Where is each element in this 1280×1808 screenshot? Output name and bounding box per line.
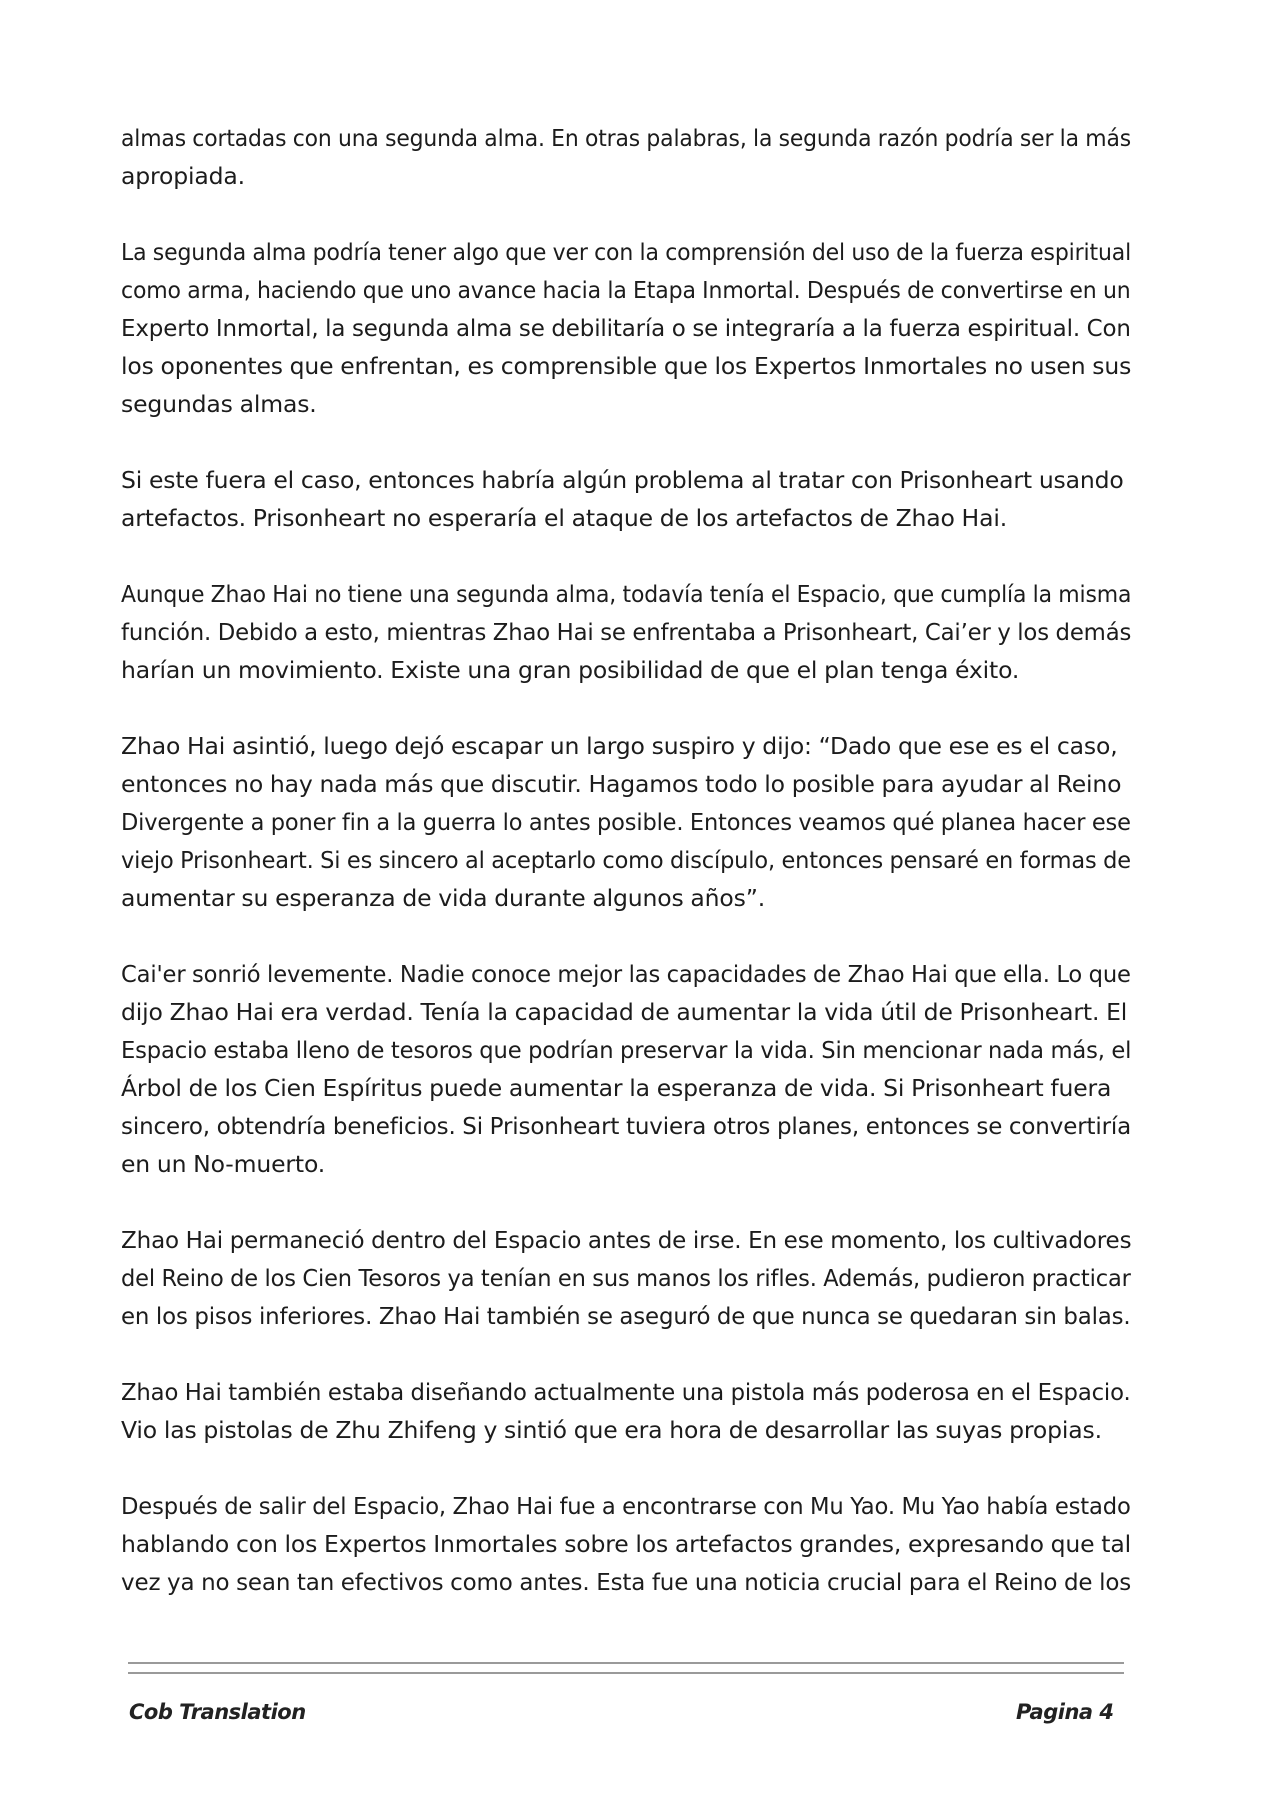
paragraph-line: aumentar su esperanza de vida durante algunos años”. bbox=[121, 884, 766, 912]
paragraph bbox=[121, 119, 1131, 195]
paragraph-line: viejo Prisonheart. Si es sincero al aceptarlo como discípulo, entonces pensaré en formas de bbox=[121, 846, 1131, 874]
paragraph-line: segundas almas. bbox=[121, 390, 317, 418]
paragraph bbox=[121, 955, 1131, 1183]
footer-page-number: Pagina 4 bbox=[1016, 1700, 1114, 1724]
paragraph-line: Zhao Hai permaneció dentro del Espacio antes de irse. En ese momento, los cultivadores bbox=[121, 1226, 1132, 1254]
paragraph-line: La segunda alma podría tener algo que ver con la comprensión del uso de la fuerza espiritual bbox=[121, 238, 1132, 266]
paragraph-line: en los pisos inferiores. Zhao Hai también se aseguró de que nunca se quedaran sin balas. bbox=[121, 1302, 1131, 1330]
body-text bbox=[121, 119, 1131, 1639]
paragraph-line: como arma, haciendo que uno avance hacia la Etapa Inmortal. Después de convertirse en un bbox=[121, 276, 1131, 304]
footer-rule-bottom bbox=[128, 1672, 1124, 1674]
paragraph bbox=[121, 1487, 1131, 1601]
paragraph-line: Cai'er sonrió levemente. Nadie conoce mejor las capacidades de Zhao Hai que ella. Lo que bbox=[121, 960, 1131, 988]
footer-rule-top bbox=[128, 1662, 1124, 1664]
paragraph-line: Aunque Zhao Hai no tiene una segunda alma, todavía tenía el Espacio, que cumplía la misma bbox=[121, 580, 1132, 608]
paragraph bbox=[121, 1221, 1131, 1335]
paragraph-line: del Reino de los Cien Tesoros ya tenían en sus manos los rifles. Además, pudieron practicar bbox=[121, 1264, 1131, 1292]
paragraph-line: harían un movimiento. Existe una gran posibilidad de que el plan tenga éxito. bbox=[121, 656, 1020, 684]
paragraph-line: Zhao Hai también estaba diseñando actualmente una pistola más poderosa en el Espacio. bbox=[121, 1378, 1131, 1406]
paragraph bbox=[121, 461, 1131, 537]
paragraph-line: Vio las pistolas de Zhu Zhifeng y sintió que era hora de desarrollar las suyas propias. bbox=[121, 1416, 1102, 1444]
paragraph-line: hablando con los Expertos Inmortales sobre los artefactos grandes, expresando que tal bbox=[121, 1530, 1131, 1558]
paragraph-line: entonces no hay nada más que discutir. Hagamos todo lo posible para ayudar al Reino bbox=[121, 770, 1122, 798]
paragraph-line: Espacio estaba lleno de tesoros que podrían preservar la vida. Sin mencionar nada más, el bbox=[121, 1036, 1132, 1064]
paragraph-line: Zhao Hai asintió, luego dejó escapar un largo suspiro y dijo: “Dado que ese es el caso, bbox=[121, 732, 1118, 760]
paragraph-line: Si este fuera el caso, entonces habría algún problema al tratar con Prisonheart usando bbox=[121, 466, 1124, 494]
paragraph-line: dijo Zhao Hai era verdad. Tenía la capacidad de aumentar la vida útil de Prisonheart. El bbox=[121, 998, 1128, 1026]
paragraph-line: en un No-muerto. bbox=[121, 1150, 326, 1178]
paragraph-line: Después de salir del Espacio, Zhao Hai fue a encontrarse con Mu Yao. Mu Yao había estado bbox=[121, 1492, 1131, 1520]
paragraph-line: artefactos. Prisonheart no esperaría el ataque de los artefactos de Zhao Hai. bbox=[121, 504, 1008, 532]
paragraph-line: Árbol de los Cien Espíritus puede aumentar la esperanza de vida. Si Prisonheart fuera bbox=[121, 1074, 1112, 1102]
paragraph-line: Experto Inmortal, la segunda alma se debilitaría o se integraría a la fuerza espiritual. Con bbox=[121, 314, 1131, 342]
paragraph bbox=[121, 1373, 1131, 1449]
paragraph bbox=[121, 233, 1131, 423]
paragraph bbox=[121, 575, 1131, 689]
paragraph-line: apropiada. bbox=[121, 162, 245, 190]
paragraph bbox=[121, 727, 1131, 917]
paragraph-line: los oponentes que enfrentan, es comprensible que los Expertos Inmortales no usen sus bbox=[121, 352, 1132, 380]
paragraph-line: almas cortadas con una segunda alma. En otras palabras, la segunda razón podría ser la más bbox=[121, 124, 1131, 152]
paragraph-line: sincero, obtendría beneficios. Si Prisonheart tuviera otros planes, entonces se convertiría bbox=[121, 1112, 1132, 1140]
footer-translator-label: Cob Translation bbox=[129, 1700, 306, 1724]
paragraph-line: función. Debido a esto, mientras Zhao Hai se enfrentaba a Prisonheart, Cai’er y los demás bbox=[121, 618, 1132, 646]
paragraph-line: Divergente a poner fin a la guerra lo antes posible. Entonces veamos qué planea hacer ese bbox=[121, 808, 1131, 836]
paragraph-line: vez ya no sean tan efectivos como antes. Esta fue una noticia crucial para el Reino de los bbox=[121, 1568, 1132, 1596]
